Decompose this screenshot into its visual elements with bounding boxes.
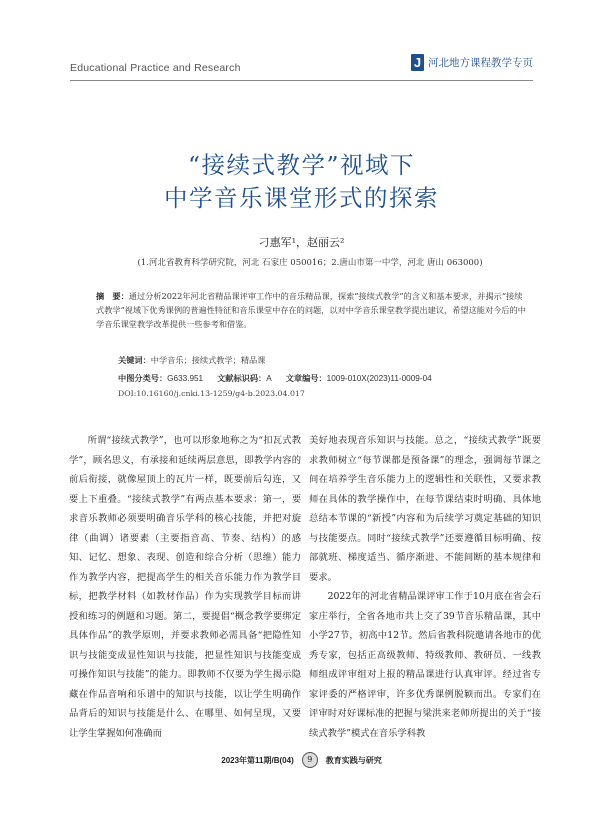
affiliation: (1.河北省教育科学研究院，河北 石家庄 050016；2.唐山市第一中学，河北 唐山 063000) [137, 258, 483, 268]
body-paragraph: 所谓“接续式教学”，也可以形象地称之为“扣瓦式教学”，顾名思义，有承接和延续两层意思，即教学内容的前后衔接，就像屋顶上的瓦片一样，既要前后勾连，又要上下重叠。“接续式教学”有两点基本要求：第一，要求音乐教师必须要明确音乐学科的核心技能，并把对旋律（曲调）诸要素（主要指音高、节奏、结构）的感知、记忆、想象、表现、创造和综合分析（思维）能力作为教学内容，把提高学生的相关音乐能力作为教学目标，把教学材料（如教材作品）作为实现教学目标而讲授和练习的例题和习题。第二，要提倡“概念教学要绑定具体作品”的教学原则，并要求教师必需具备“把隐性知识与技能变成显性知识与技能，把显性知识与技能变成可操作知识与技能”的能力。即教师不仅要为学生揭示隐藏在作品音响和乐谱中的知识与技能，以让学生明确作品背后的知识与技能是什么、在哪里、如何呈现，又要让学生掌握如何准确而 [69, 435, 301, 739]
body-right-column [309, 431, 541, 743]
body-paragraph: 2022年的河北省精品课评审工作于10月底在省会石家庄举行，全省各地市共上交了39节音乐精品课，其中小学27节，初高中12节。然后省教科院邀请各地市的优秀专家，包括正高级教师、特级教师、教研员、一线教师组成评审组对上报的精品课进行认真审评。经过省专家评委的严格评审，许多优秀课例脱颖而出。专家们在评审时对好课标准的把握与梁洪来老师所提出的关于“接续式教学”模式在音乐学科教 [309, 591, 541, 739]
column-header [411, 54, 533, 71]
page-footer [0, 752, 603, 768]
abstract-label: 摘 要： [96, 291, 129, 301]
keywords-label: 关键词： [118, 355, 151, 365]
header-divider [70, 80, 533, 81]
clc-number: 中图分类号：G633.951 [118, 374, 204, 383]
body-left-column [69, 431, 301, 743]
document-code: 文献标识码：A [217, 374, 272, 383]
article-number: 文章编号：1009-010X(2023)11-0009-04 [285, 374, 432, 383]
journal-logo-icon: J [411, 54, 424, 71]
body-paragraph: 美好地表现音乐知识与技能。总之，“接续式教学”既要求教师树立“每节课都是预备课”的理念，强调每节课之间在培养学生音乐能力上的逻辑性和关联性，又要求教师在具体的教学操作中，在每节课结束时明确、具体地总结本节课的“新授”内容和为后续学习奠定基础的知识与技能要点。同时“接续式教学”还要遵循目标明确、按部就班、梯度适当、循序渐进、不能间断的基本规律和要求。 [309, 435, 541, 583]
article-title-line2: 中学音乐课堂形式的探索 [164, 184, 439, 212]
journal-chinese-name: 教育实践与研究 [325, 754, 382, 765]
abstract [96, 290, 526, 331]
doi: DOI:10.16160/j.cnki.13-1259/g4-b.2023.04.017 [118, 389, 305, 398]
keywords [118, 355, 265, 366]
page-number: 9 [302, 752, 318, 768]
issue-info: 2023年第11期/B(04) [221, 755, 294, 765]
journal-english-title: Educational Practice and Research [70, 62, 241, 74]
column-name: 河北地方课程教学专页 [428, 57, 533, 69]
authors: 刁惠军¹，赵丽云² [258, 236, 345, 249]
classification-line [118, 373, 432, 384]
article-title-line1: “接续式教学”视域下 [187, 151, 416, 179]
keywords-text: 中学音乐；接续式教学；精品课 [150, 355, 266, 365]
abstract-text: 通过分析2022年河北省精品课评审工作中的音乐精品课，探索“接续式教学”的含义和基本要求，并揭示“接续式教学”视域下优秀课例的普遍性特征和音乐课堂中存在的问题，以对中学音乐课堂教学提出建议，希望这能对今后的中学音乐课堂教学改革提供一些参考和借鉴。 [96, 291, 526, 329]
